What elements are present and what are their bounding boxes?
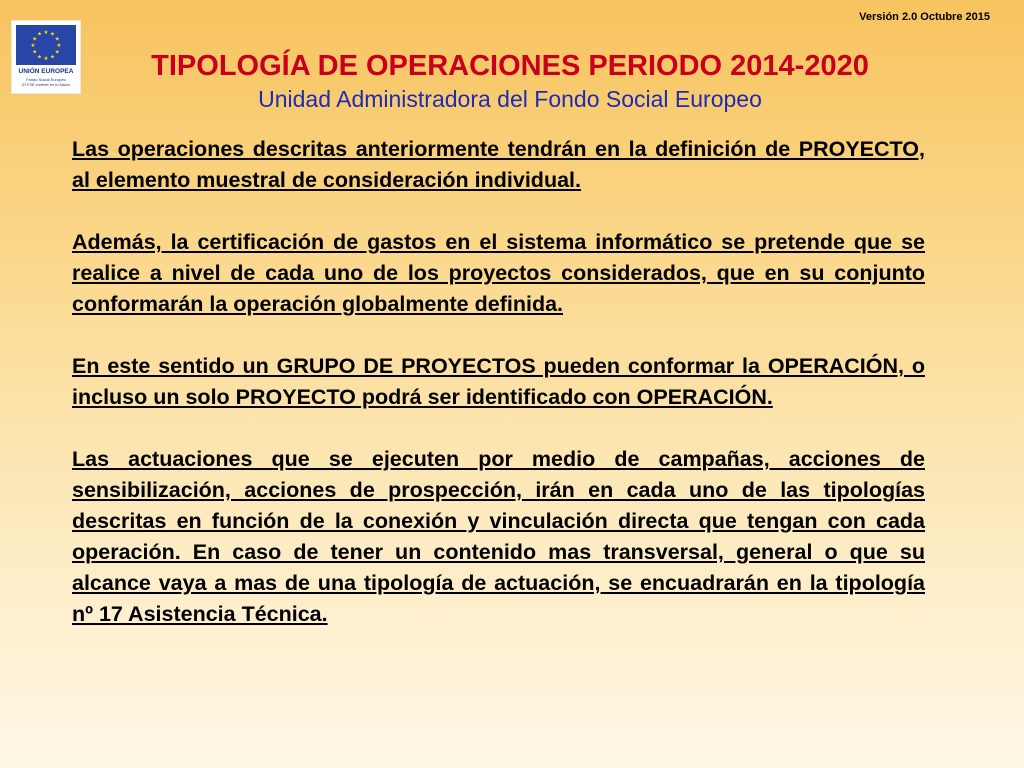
paragraph-2: Además, la certificación de gastos en el sistema informático se pretende que se realice a nivel de cada uno de los proyectos considerados, que en su conjunto conformarán la operación globalmente definida.: [72, 230, 925, 316]
eu-star-icon: ★: [54, 49, 60, 56]
eu-stars: [16, 25, 76, 65]
page-subtitle: Unidad Administradora del Fondo Social Europeo: [258, 86, 762, 112]
eu-star-icon: ★: [54, 36, 60, 43]
eu-star-icon: ★: [32, 36, 38, 43]
paragraph-1: Las operaciones descritas anteriormente tendrán en la definición de PROYECTO, al elemento muestral de consideración individual.: [72, 137, 925, 192]
eu-star-icon: ★: [56, 43, 62, 49]
version-label: Versión 2.0 Octubre 2015: [859, 11, 990, 23]
body-text: [72, 134, 925, 661]
eu-star-icon: ★: [32, 49, 38, 56]
eu-star-icon: ★: [43, 30, 49, 36]
paragraph-4: Las actuaciones que se ejecuten por medio de campañas, acciones de sensibilización, acciones de prospección, irán en cada uno de las tipologías descritas en función de la conexión y vinculación directa que tengan con cada operación. En caso de tener un contenido mas transversal, general o que su alcance vaya a mas de una tipología de actuación, se encuadrarán en la tipología nº 17 Asistencia Técnica.: [72, 447, 925, 626]
eu-star-icon: ★: [37, 54, 42, 61]
eu-logo: [11, 20, 81, 94]
eu-star-icon: ★: [50, 31, 55, 38]
eu-flag-icon: [16, 25, 76, 65]
eu-star-icon: ★: [30, 43, 36, 49]
eu-star-icon: ★: [37, 31, 42, 38]
logo-motto-text: El FSE invierte en tu futuro: [22, 82, 70, 87]
eu-star-icon: ★: [43, 56, 49, 62]
paragraph-3: En este sentido un GRUPO DE PROYECTOS pueden conformar la OPERACIÓN, o incluso un solo PROYECTO podrá ser identificado con OPERACIÓN.: [72, 354, 925, 409]
logo-fund-text: Fondo Social Europeo: [26, 77, 66, 82]
page-title: TIPOLOGÍA DE OPERACIONES PERIODO 2014-2020: [151, 50, 869, 82]
logo-union-text: UNIÓN EUROPEA: [18, 68, 74, 75]
eu-star-icon: ★: [50, 54, 55, 61]
